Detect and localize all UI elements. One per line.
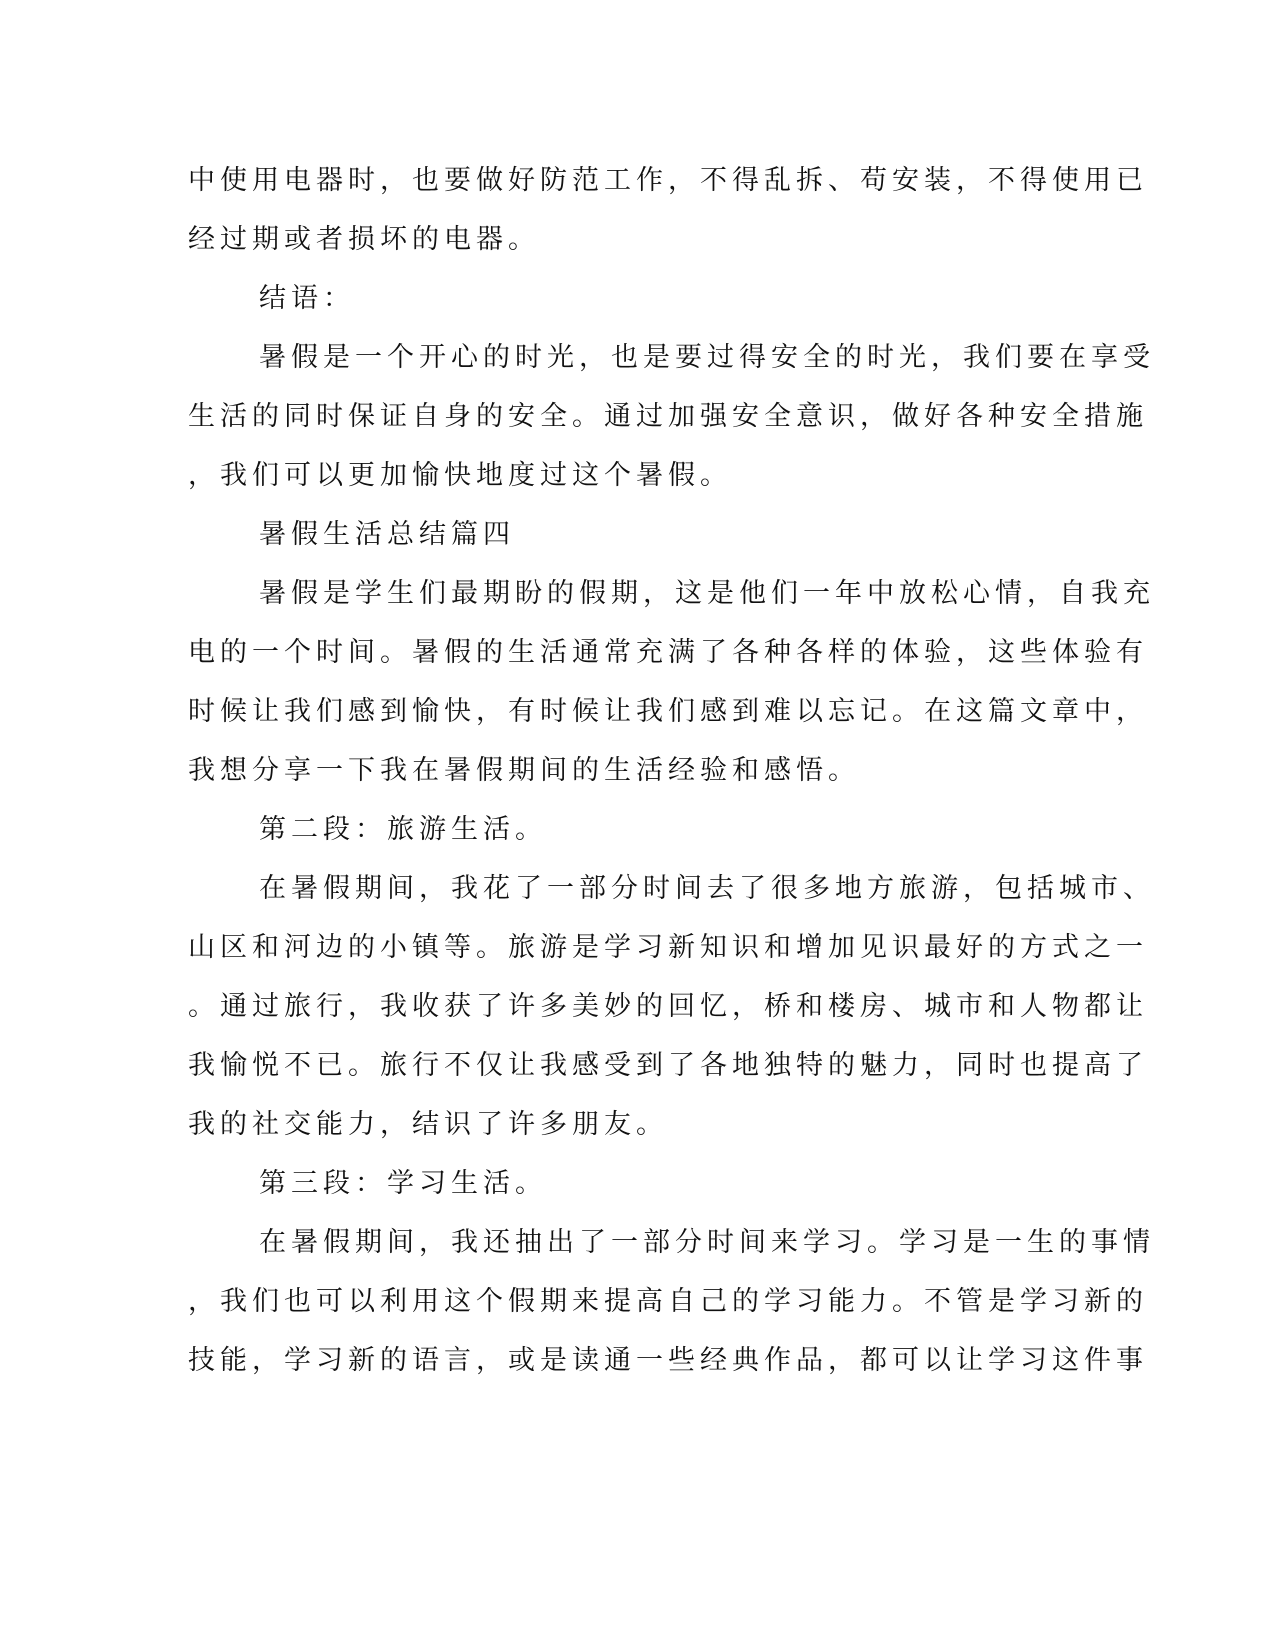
section-heading: 结语：: [259, 283, 355, 314]
text-line: 时候让我们感到愉快，有时候让我们感到难以忘记。在这篇文章中，: [188, 696, 1148, 727]
text-line: 在暑假期间，我花了一部分时间去了很多地方旅游，包括城市、: [259, 873, 1155, 904]
text-line: 暑假是学生们最期盼的假期，这是他们一年中放松心情，自我充: [259, 578, 1155, 609]
text-line: 生活的同时保证自身的安全。通过加强安全意识，做好各种安全措施: [188, 401, 1148, 432]
text-line: 经过期或者损坏的电器。: [188, 224, 540, 255]
text-line: 我想分享一下我在暑假期间的生活经验和感悟。: [188, 755, 860, 786]
text-line: 在暑假期间，我还抽出了一部分时间来学习。学习是一生的事情: [259, 1227, 1155, 1258]
section-heading: 暑假生活总结篇四: [259, 519, 515, 550]
text-line: 电的一个时间。暑假的生活通常充满了各种各样的体验，这些体验有: [188, 637, 1148, 668]
text-line: 技能，学习新的语言，或是读通一些经典作品，都可以让学习这件事: [188, 1345, 1148, 1376]
text-line: 中使用电器时，也要做好防范工作，不得乱拆、苟安装，不得使用已: [188, 165, 1148, 196]
section-heading: 第二段：旅游生活。: [259, 814, 547, 845]
section-heading: 第三段：学习生活。: [259, 1168, 547, 1199]
text-line: 暑假是一个开心的时光，也是要过得安全的时光，我们要在享受: [259, 342, 1155, 373]
text-line: 我愉悦不已。旅行不仅让我感受到了各地独特的魅力，同时也提高了: [188, 1050, 1148, 1081]
text-line: ，我们也可以利用这个假期来提高自己的学习能力。不管是学习新的: [188, 1286, 1148, 1317]
text-line: 山区和河边的小镇等。旅游是学习新知识和增加见识最好的方式之一: [188, 932, 1148, 963]
text-line: 。通过旅行，我收获了许多美妙的回忆，桥和楼房、城市和人物都让: [188, 991, 1148, 1022]
text-line: 我的社交能力，结识了许多朋友。: [188, 1109, 668, 1140]
text-line: ，我们可以更加愉快地度过这个暑假。: [188, 460, 732, 491]
